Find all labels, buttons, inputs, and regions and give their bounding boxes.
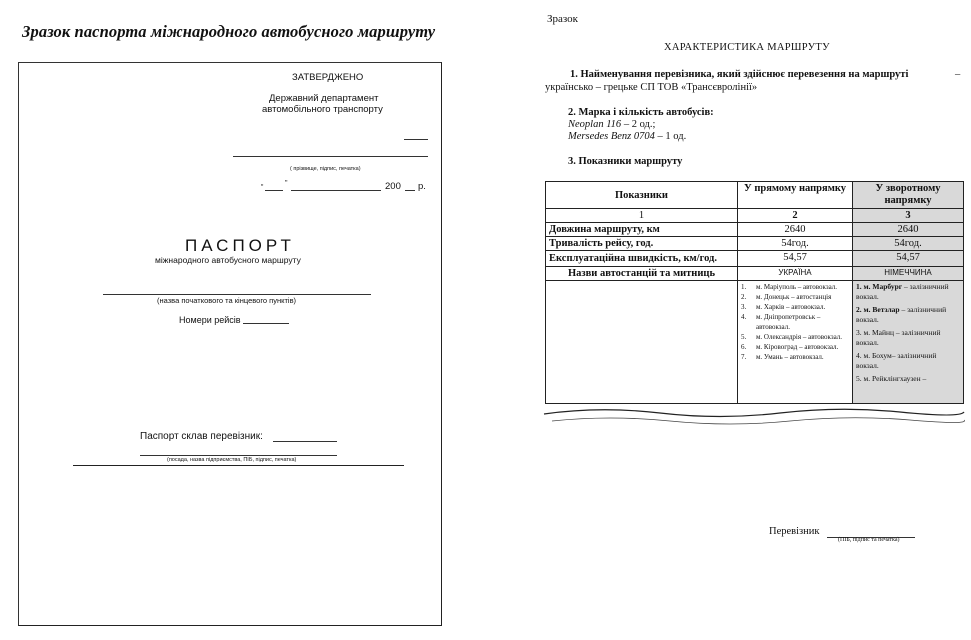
stations-forward-list [741, 282, 849, 362]
country-forward: УКРАЇНА [738, 267, 853, 281]
list-item [741, 312, 849, 332]
trip-numbers-line [243, 323, 289, 324]
list-item [741, 282, 849, 292]
item1-label: 1. Найменування перевізника, який здійснює перевезення на маршруті [570, 69, 909, 80]
station-name: 3. м. Майнц [856, 328, 895, 337]
list-item [741, 352, 849, 362]
list-item [741, 302, 849, 312]
station-name: 5. м. Рейклінгхаузен [856, 374, 921, 383]
station-name: м. Дніпропетровськ – автовокзал. [756, 313, 821, 331]
compiled-detail-line [140, 455, 337, 456]
table-row [546, 237, 964, 251]
country-back: НІМЕЧЧИНА [853, 267, 964, 281]
station-type: – залізничний вокзал. [856, 351, 937, 370]
station-type: – залізничний вокзал. [856, 305, 947, 324]
signature-short-line [404, 139, 428, 140]
station-number: 5. [741, 333, 747, 341]
sample-label: Зразок [547, 13, 579, 25]
bus2-model: Mersedes Benz 0704 [568, 131, 655, 142]
date-quote-close: " [285, 180, 288, 187]
station-name: м. Кіровоград – автовокзал. [756, 343, 839, 351]
date-month-line [291, 190, 381, 191]
compiled-by-line [273, 441, 337, 442]
stations-forward-cell [738, 281, 853, 404]
compiled-by-hint: (посада, назва підприємства, ПІБ, підпис, печатка) [167, 457, 297, 463]
row-back-value: 54год. [853, 237, 964, 251]
list-item [741, 332, 849, 342]
list-item [856, 328, 960, 348]
station-name: м. Умань – автовокзал. [756, 353, 824, 361]
station-number: 1. [741, 283, 747, 291]
list-item [856, 374, 960, 384]
col-number-3: 3 [853, 209, 964, 223]
stations-back-cell [853, 281, 964, 404]
route-indicators-table [545, 181, 964, 404]
date-suffix: р. [418, 181, 426, 192]
bus1-model: Neoplan 116 [568, 119, 622, 130]
station-type: – залізничний вокзал. [856, 282, 949, 301]
header-back: У зворотному напрямку [853, 182, 964, 209]
station-name: м. Донецьк – автостанція [756, 293, 832, 301]
signature-hint: ( прізвище, підпис, печатка) [290, 166, 361, 172]
row-label: Довжина маршруту, км [546, 223, 738, 237]
bus2-count: – 1 од. [654, 131, 687, 142]
col-number-2: 2 [738, 209, 853, 223]
trip-numbers-label: Номери рейсів [179, 315, 241, 325]
date-day-line [265, 190, 283, 191]
stations-back-list [856, 282, 960, 384]
left-page-heading: Зразок паспорта міжнародного автобусного маршруту [22, 22, 436, 41]
torn-edge [540, 404, 968, 428]
route-name-hint: (назва початкового та кінцевого пунктів) [157, 296, 297, 305]
list-item [741, 342, 849, 352]
station-name: м. Маріуполь – автовокзал. [756, 283, 837, 291]
department-line-1: Державний департамент [269, 93, 379, 104]
station-name: 1. м. Марбург [856, 282, 903, 291]
bus-line-2 [568, 131, 686, 142]
table-row [546, 223, 964, 237]
signature-line [233, 156, 428, 157]
station-type: – [920, 374, 927, 383]
route-characteristics-title: ХАРАКТЕРИСТИКА МАРШРУТУ [664, 42, 830, 53]
bottom-rule [73, 465, 404, 466]
carrier-signature-hint: (ПІБ, підпис та печатка) [838, 537, 900, 543]
header-forward: У прямому напрямку [738, 182, 853, 209]
table-row [546, 251, 964, 267]
station-name: 4. м. Бохум [856, 351, 892, 360]
header-indicators: Показники [546, 182, 738, 209]
carrier-signature-label: Перевізник [769, 526, 820, 537]
row-forward-value: 54,57 [738, 251, 853, 267]
station-name: м. Харків – автовокзал. [756, 303, 826, 311]
route-name-line [103, 294, 371, 295]
date-year-line [405, 190, 415, 191]
date-year: 200 [385, 181, 401, 192]
station-number: 6. [741, 343, 747, 351]
col-number-1: 1 [546, 209, 738, 223]
stations-empty-cell [546, 281, 738, 404]
department-line-2: автомобільного транспорту [262, 104, 383, 115]
station-type: – залізничний вокзал. [856, 328, 941, 347]
row-forward-value: 54год. [738, 237, 853, 251]
row-back-value: 2640 [853, 223, 964, 237]
station-number: 7. [741, 353, 747, 361]
station-name: 2. м. Ветзлар [856, 305, 900, 314]
row-back-value: 54,57 [853, 251, 964, 267]
list-item [856, 282, 960, 302]
carrier-name: українсько – грецьке СП ТОВ «Трансєвролінії» [545, 82, 758, 93]
passport-form-page [18, 62, 442, 626]
date-quote-open: „ [261, 180, 264, 187]
item2-label: 2. Марка і кількість автобусів: [568, 107, 714, 118]
station-number: 4. [741, 313, 747, 321]
row-label: Експлуатаційна швидкість, км/год. [546, 251, 738, 267]
bus1-count: – 2 од.; [621, 119, 656, 130]
bus-line-1 [568, 119, 655, 130]
list-item [856, 351, 960, 371]
passport-title: ПАСПОРТ [185, 236, 295, 255]
approved-label: ЗАТВЕРДЖЕНО [292, 72, 364, 83]
compiled-by-label: Паспорт склав перевізник: [140, 431, 263, 442]
station-number: 3. [741, 303, 747, 311]
passport-subtitle: міжнародного автобусного маршруту [155, 255, 301, 265]
list-item [741, 292, 849, 302]
station-number: 2. [741, 293, 747, 301]
item3-label: 3. Показники маршруту [568, 156, 683, 167]
row-label: Тривалість рейсу, год. [546, 237, 738, 251]
list-item [856, 305, 960, 325]
station-name: м. Олександрія – автовокзал. [756, 333, 843, 341]
item1-dash: – [955, 69, 961, 80]
stations-label: Назви автостанцій та митниць [546, 267, 738, 281]
row-forward-value: 2640 [738, 223, 853, 237]
